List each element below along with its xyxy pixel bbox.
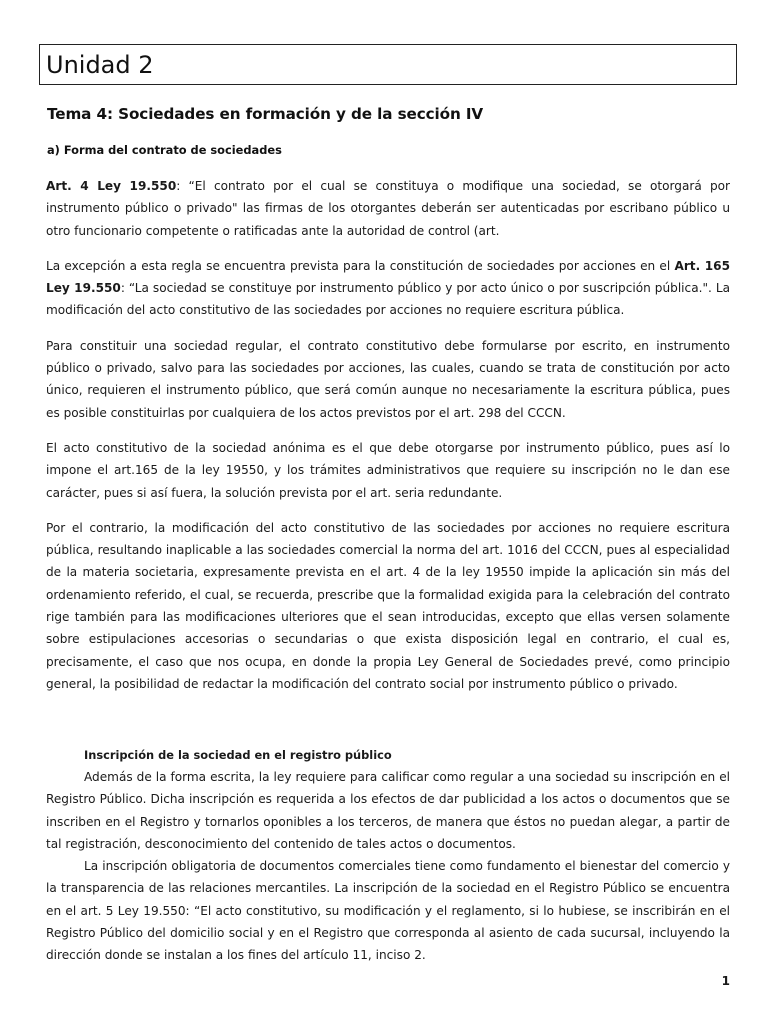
paragraph-text: : “El contrato por el cual se constituya o modifique una sociedad, se otorgará por instrumento público o privado" las firmas de los otorgantes deberán ser autenticadas por escribano público u otro funcionario competente o ratificadas ante la autoridad de control (art. [46,179,730,238]
topic-title: Tema 4: Sociedades en formación y de la sección IV [47,105,484,123]
section-b [46,744,730,967]
paragraph-text: : “La sociedad se constituye por instrumento público y por acto único o por suscripción pública.". La modificación del acto constitutivo de las sociedades por acciones no requiere escritura pública. [46,281,730,318]
article-reference: Art. 165 Ley 19.550 [46,258,731,296]
section-a-title: a) Forma del contrato de sociedades [47,143,282,157]
paragraph-text: La excepción a esta regla se encuentra prevista para la constitución de sociedades por acciones en el [46,258,675,273]
page-number: 1 [721,974,730,988]
paragraph-1 [46,175,730,242]
unit-title: Unidad 2 [39,44,737,85]
paragraph-4: El acto constitutivo de la sociedad anónima es el que debe otorgarse por instrumento público, pues así lo impone el art.165 de la ley 19550, y los trámites administrativos que requiere su inscripción no le dan ese carácter, pues si así fuera, la solución prevista por el art. seria redundante. [46,440,730,500]
section-b-paragraph-1: Además de la forma escrita, la ley requiere para calificar como regular a una sociedad su inscripción en el Registro Público. Dicha inscripción es requerida a los efectos de dar publicidad a los actos o documentos que se inscriben en el Registro y tornarlos oponibles a los terceros, de manera que éstos no puedan alegar, a partir de tal registración, desconocimiento del contenido de tales actos o documentos. [46,770,730,851]
section-b-paragraph-2: La inscripción obligatoria de documentos comerciales tiene como fundamento el bienestar del comercio y la transparencia de las relaciones mercantiles. La inscripción de la sociedad en el Registro Público se encuentra en el art. 5 Ley 19.550: “El acto constitutivo, su modificación y el reglamento, si lo hubiese, se inscribirán en el Registro Público del domicilio social y en el Registro que corresponda al asiento de cada sucursal, incluyendo la dirección donde se instalan a los fines del artículo 11, inciso 2. [46,859,730,963]
section-a-body [46,175,730,708]
paragraph-3: Para constituir una sociedad regular, el contrato constitutivo debe formularse por escrito, en instrumento público o privado, salvo para las sociedades por acciones, las cuales, cuando se trata de constitución por acto único, requieren el instrumento público, que será común aunque no necesariamente la escritura pública, pues es posible constituirlas por cualquiera de los actos previstos por el art. 298 del CCCN. [46,338,730,420]
section-b-title: Inscripción de la sociedad en el registro público [84,748,392,762]
paragraph-5: Por el contrario, la modificación del acto constitutivo de las sociedades por acciones no requiere escritura pública, resultando inaplicable a las sociedades comercial la norma del art. 1016 del CCCN, pues al especialidad de la materia societaria, expresamente prevista en el art. 4 de la ley 19550 impide la aplicación sin más del ordenamiento referido, el cual, se recuerda, prescribe que la formalidad exigida para la celebración del contrato rige también para las modificaciones ulteriores que el sean introducidas, excepto que ellas versen solamente sobre estipulaciones accesorias o secundarias o que exista disposición legal en contrario, el cual es, precisamente, el caso que nos ocupa, en donde la propia Ley General de Sociedades prevé, como principio general, la posibilidad de redactar la modificación del contrato social por instrumento público o privado. [46,520,730,691]
paragraph-2 [46,255,730,322]
article-reference: Art. 4 Ley 19.550 [46,179,177,193]
